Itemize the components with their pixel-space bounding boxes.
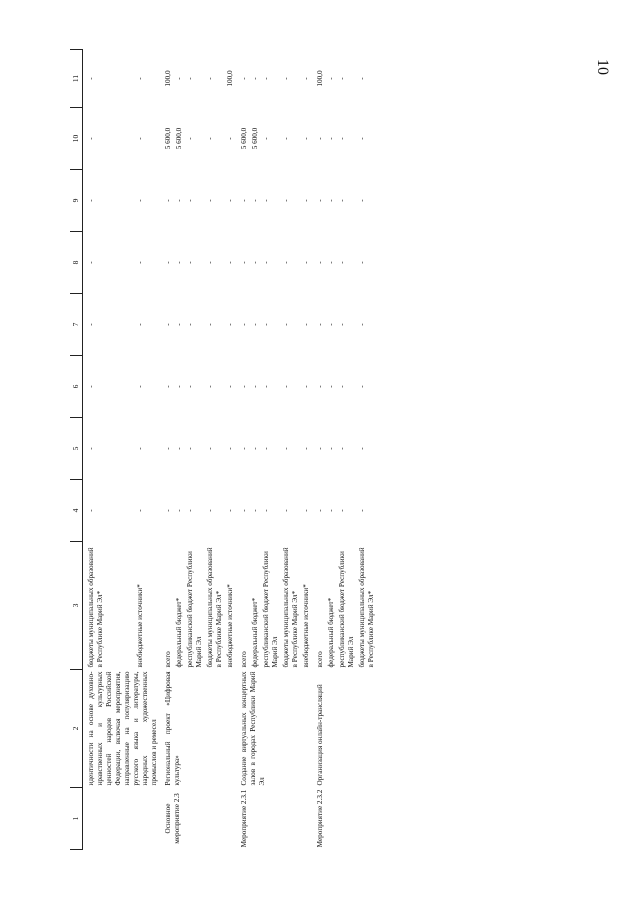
value-cell-col-9: - [251, 199, 259, 202]
column-header-1: 1 [70, 788, 83, 850]
event-id-cell: Мероприятие 2.3.2 [316, 789, 324, 848]
event-id-cell: Мероприятие 2.3.1 [240, 789, 248, 848]
value-cell-col-7: - [226, 323, 234, 326]
value-cell-col-7: - [338, 323, 346, 326]
value-cell-col-10: - [327, 137, 335, 140]
value-cell-col-5: - [240, 447, 248, 450]
column-header-6: 6 [70, 356, 83, 418]
value-cell-col-10: - [358, 137, 366, 140]
value-cell-col-4: - [175, 509, 183, 512]
value-cell-col-4: - [136, 509, 145, 512]
value-cell-col-7: - [358, 323, 366, 326]
table-row [236, 50, 250, 850]
value-cell-col-8: - [164, 261, 172, 264]
funding-source-cell: бюджеты муниципальных образований в Республике Марий Эл* [87, 547, 104, 668]
value-cell-col-11: - [175, 77, 183, 80]
funding-source-cell: внебюджетные источники* [136, 584, 145, 668]
value-cell-col-11: - [206, 77, 214, 80]
value-cell-col-5: - [186, 447, 194, 450]
value-cell-col-10: 5 600,0 [251, 127, 259, 150]
table-header-row [70, 50, 83, 850]
funding-source-cell: республиканский бюджет Республики Марий Эл [338, 551, 355, 668]
value-cell-col-6: - [316, 385, 324, 388]
table-body [83, 50, 378, 850]
column-header-9: 9 [70, 170, 83, 232]
value-cell-col-10: 5 600,0 [175, 127, 183, 150]
event-name-cell: Создание виртуальных концертных залов в городах Республики Марий Эл [240, 671, 266, 786]
value-cell-col-7: - [164, 323, 172, 326]
funding-source-cell: всего [164, 651, 172, 668]
value-cell-col-10: - [262, 137, 270, 140]
value-cell-col-4: - [240, 509, 248, 512]
value-cell-col-9: - [358, 199, 366, 202]
value-cell-col-7: - [251, 323, 259, 326]
column-header-3: 3 [70, 542, 83, 670]
value-cell-col-10: 5 600,0 [240, 127, 248, 150]
value-cell-col-5: - [175, 447, 183, 450]
value-cell-col-7: - [206, 323, 214, 326]
value-cell-col-10: - [206, 137, 214, 140]
value-cell-col-5: - [302, 447, 310, 450]
value-cell-col-6: - [338, 385, 346, 388]
value-cell-col-4: - [338, 509, 346, 512]
value-cell-col-7: - [302, 323, 310, 326]
value-cell-col-9: - [226, 199, 234, 202]
value-cell-col-7: - [136, 323, 145, 326]
value-cell-col-7: - [87, 323, 95, 326]
value-cell-col-8: - [206, 261, 214, 264]
value-cell-col-7: - [327, 323, 335, 326]
value-cell-col-6: - [302, 385, 310, 388]
value-cell-col-5: - [327, 447, 335, 450]
value-cell-col-10: - [316, 137, 324, 140]
table-row [312, 50, 326, 850]
value-cell-col-8: - [186, 261, 194, 264]
value-cell-col-5: - [87, 447, 95, 450]
value-cell-col-9: - [262, 199, 270, 202]
rotated-table-sheet [70, 50, 580, 850]
value-cell-col-11: - [358, 77, 366, 80]
value-cell-col-8: - [282, 261, 290, 264]
value-cell-col-9: - [87, 199, 95, 202]
value-cell-col-8: - [175, 261, 183, 264]
value-cell-col-11: - [262, 77, 270, 80]
value-cell-col-7: - [186, 323, 194, 326]
value-cell-col-7: - [282, 323, 290, 326]
column-header-8: 8 [70, 232, 83, 294]
value-cell-col-11: - [136, 77, 145, 80]
value-cell-col-5: - [316, 447, 324, 450]
value-cell-col-6: - [240, 385, 248, 388]
value-cell-col-9: - [282, 199, 290, 202]
value-cell-col-11: 100,0 [226, 70, 234, 87]
value-cell-col-8: - [251, 261, 259, 264]
value-cell-col-6: - [226, 385, 234, 388]
funding-source-cell: федеральный бюджет* [327, 597, 335, 668]
value-cell-col-5: - [282, 447, 290, 450]
value-cell-col-8: - [226, 261, 234, 264]
value-cell-col-6: - [282, 385, 290, 388]
value-cell-col-6: - [136, 385, 145, 388]
funding-source-cell: бюджеты муниципальных образований в Республике Марий Эл* [282, 547, 299, 668]
value-cell-col-4: - [302, 509, 310, 512]
value-cell-col-5: - [136, 447, 145, 450]
funding-source-cell: федеральный бюджет* [251, 597, 259, 668]
value-cell-col-8: - [87, 261, 95, 264]
value-cell-col-8: - [316, 261, 324, 264]
value-cell-col-10: 5 600,0 [164, 127, 172, 150]
value-cell-col-4: - [226, 509, 234, 512]
value-cell-col-9: - [316, 199, 324, 202]
column-header-2: 2 [70, 670, 83, 788]
value-cell-col-4: - [316, 509, 324, 512]
value-cell-col-5: - [358, 447, 366, 450]
value-cell-col-11: - [327, 77, 335, 80]
value-cell-col-5: - [206, 447, 214, 450]
value-cell-col-11: - [338, 77, 346, 80]
value-cell-col-4: - [164, 509, 172, 512]
column-header-11: 11 [70, 50, 83, 108]
value-cell-col-7: - [240, 323, 248, 326]
value-cell-col-7: - [316, 323, 324, 326]
value-cell-col-6: - [262, 385, 270, 388]
value-cell-col-11: - [302, 77, 310, 80]
value-cell-col-9: - [175, 199, 183, 202]
value-cell-col-10: - [87, 137, 95, 140]
event-id-cell [83, 788, 161, 850]
value-cell-col-5: - [164, 447, 172, 450]
value-cell-col-6: - [251, 385, 259, 388]
value-cell-col-5: - [226, 447, 234, 450]
funding-source-cell: всего [316, 651, 324, 668]
value-cell-col-8: - [358, 261, 366, 264]
value-cell-col-4: - [251, 509, 259, 512]
value-cell-col-5: - [338, 447, 346, 450]
value-cell-col-5: - [251, 447, 259, 450]
event-name-cell: идентичности на основе духовно-нравственных и культурных ценностей народов Российской Федерации, включая мероприятия, направленные на популяризацию русского языка и литературы, народных художественных промыслов и ремесел [87, 671, 158, 786]
funding-source-cell: всего [240, 651, 248, 668]
value-cell-col-11: 100,0 [316, 70, 324, 87]
value-cell-col-9: - [327, 199, 335, 202]
column-header-5: 5 [70, 418, 83, 480]
funding-source-cell: внебюджетные источники* [302, 584, 310, 668]
value-cell-col-9: - [206, 199, 214, 202]
value-cell-col-4: - [282, 509, 290, 512]
column-header-4: 4 [70, 480, 83, 542]
value-cell-col-10: - [136, 137, 145, 140]
column-header-7: 7 [70, 294, 83, 356]
value-cell-col-11: - [186, 77, 194, 80]
value-cell-col-9: - [338, 199, 346, 202]
value-cell-col-11: - [87, 77, 95, 80]
value-cell-col-6: - [206, 385, 214, 388]
value-cell-col-9: - [240, 199, 248, 202]
value-cell-col-8: - [136, 261, 145, 264]
funding-source-cell: бюджеты муниципальных образований в Республике Марий Эл* [206, 547, 223, 668]
value-cell-col-7: - [262, 323, 270, 326]
event-id-cell: Основное мероприятие 2.3 [164, 793, 181, 844]
value-cell-col-6: - [186, 385, 194, 388]
value-cell-col-10: - [302, 137, 310, 140]
budget-table [70, 49, 377, 850]
funding-source-cell: республиканский бюджет Республики Марий Эл [186, 551, 203, 668]
funding-source-cell: федеральный бюджет* [175, 597, 183, 668]
page-number: 10 [594, 59, 611, 75]
value-cell-col-5: - [262, 447, 270, 450]
value-cell-col-11: 100,0 [164, 70, 172, 87]
value-cell-col-4: - [87, 509, 95, 512]
value-cell-col-4: - [262, 509, 270, 512]
value-cell-col-10: - [226, 137, 234, 140]
value-cell-col-4: - [327, 509, 335, 512]
value-cell-col-4: - [206, 509, 214, 512]
column-header-10: 10 [70, 108, 83, 170]
value-cell-col-11: - [282, 77, 290, 80]
value-cell-col-9: - [302, 199, 310, 202]
table-row [160, 50, 174, 850]
event-name-cell: Региональный проект «Цифровая культура» [164, 671, 181, 786]
value-cell-col-6: - [164, 385, 172, 388]
value-cell-col-6: - [327, 385, 335, 388]
event-name-cell: Организация онлайн-трансляций [316, 684, 324, 786]
funding-source-cell: бюджеты муниципальных образований в Республике Марий Эл* [358, 547, 375, 668]
value-cell-col-6: - [175, 385, 183, 388]
value-cell-col-4: - [186, 509, 194, 512]
value-cell-col-8: - [338, 261, 346, 264]
value-cell-col-9: - [186, 199, 194, 202]
table-row [83, 50, 136, 850]
value-cell-col-10: - [186, 137, 194, 140]
value-cell-col-9: - [164, 199, 172, 202]
value-cell-col-10: - [282, 137, 290, 140]
value-cell-col-6: - [87, 385, 95, 388]
value-cell-col-7: - [175, 323, 183, 326]
value-cell-col-11: - [251, 77, 259, 80]
value-cell-col-8: - [240, 261, 248, 264]
funding-source-cell: внебюджетные источники* [226, 584, 234, 668]
value-cell-col-10: - [338, 137, 346, 140]
value-cell-col-9: - [136, 199, 145, 202]
funding-source-cell: республиканский бюджет Республики Марий Эл [262, 551, 279, 668]
value-cell-col-8: - [302, 261, 310, 264]
value-cell-col-8: - [262, 261, 270, 264]
value-cell-col-4: - [358, 509, 366, 512]
value-cell-col-8: - [327, 261, 335, 264]
value-cell-col-6: - [358, 385, 366, 388]
value-cell-col-11: - [240, 77, 248, 80]
